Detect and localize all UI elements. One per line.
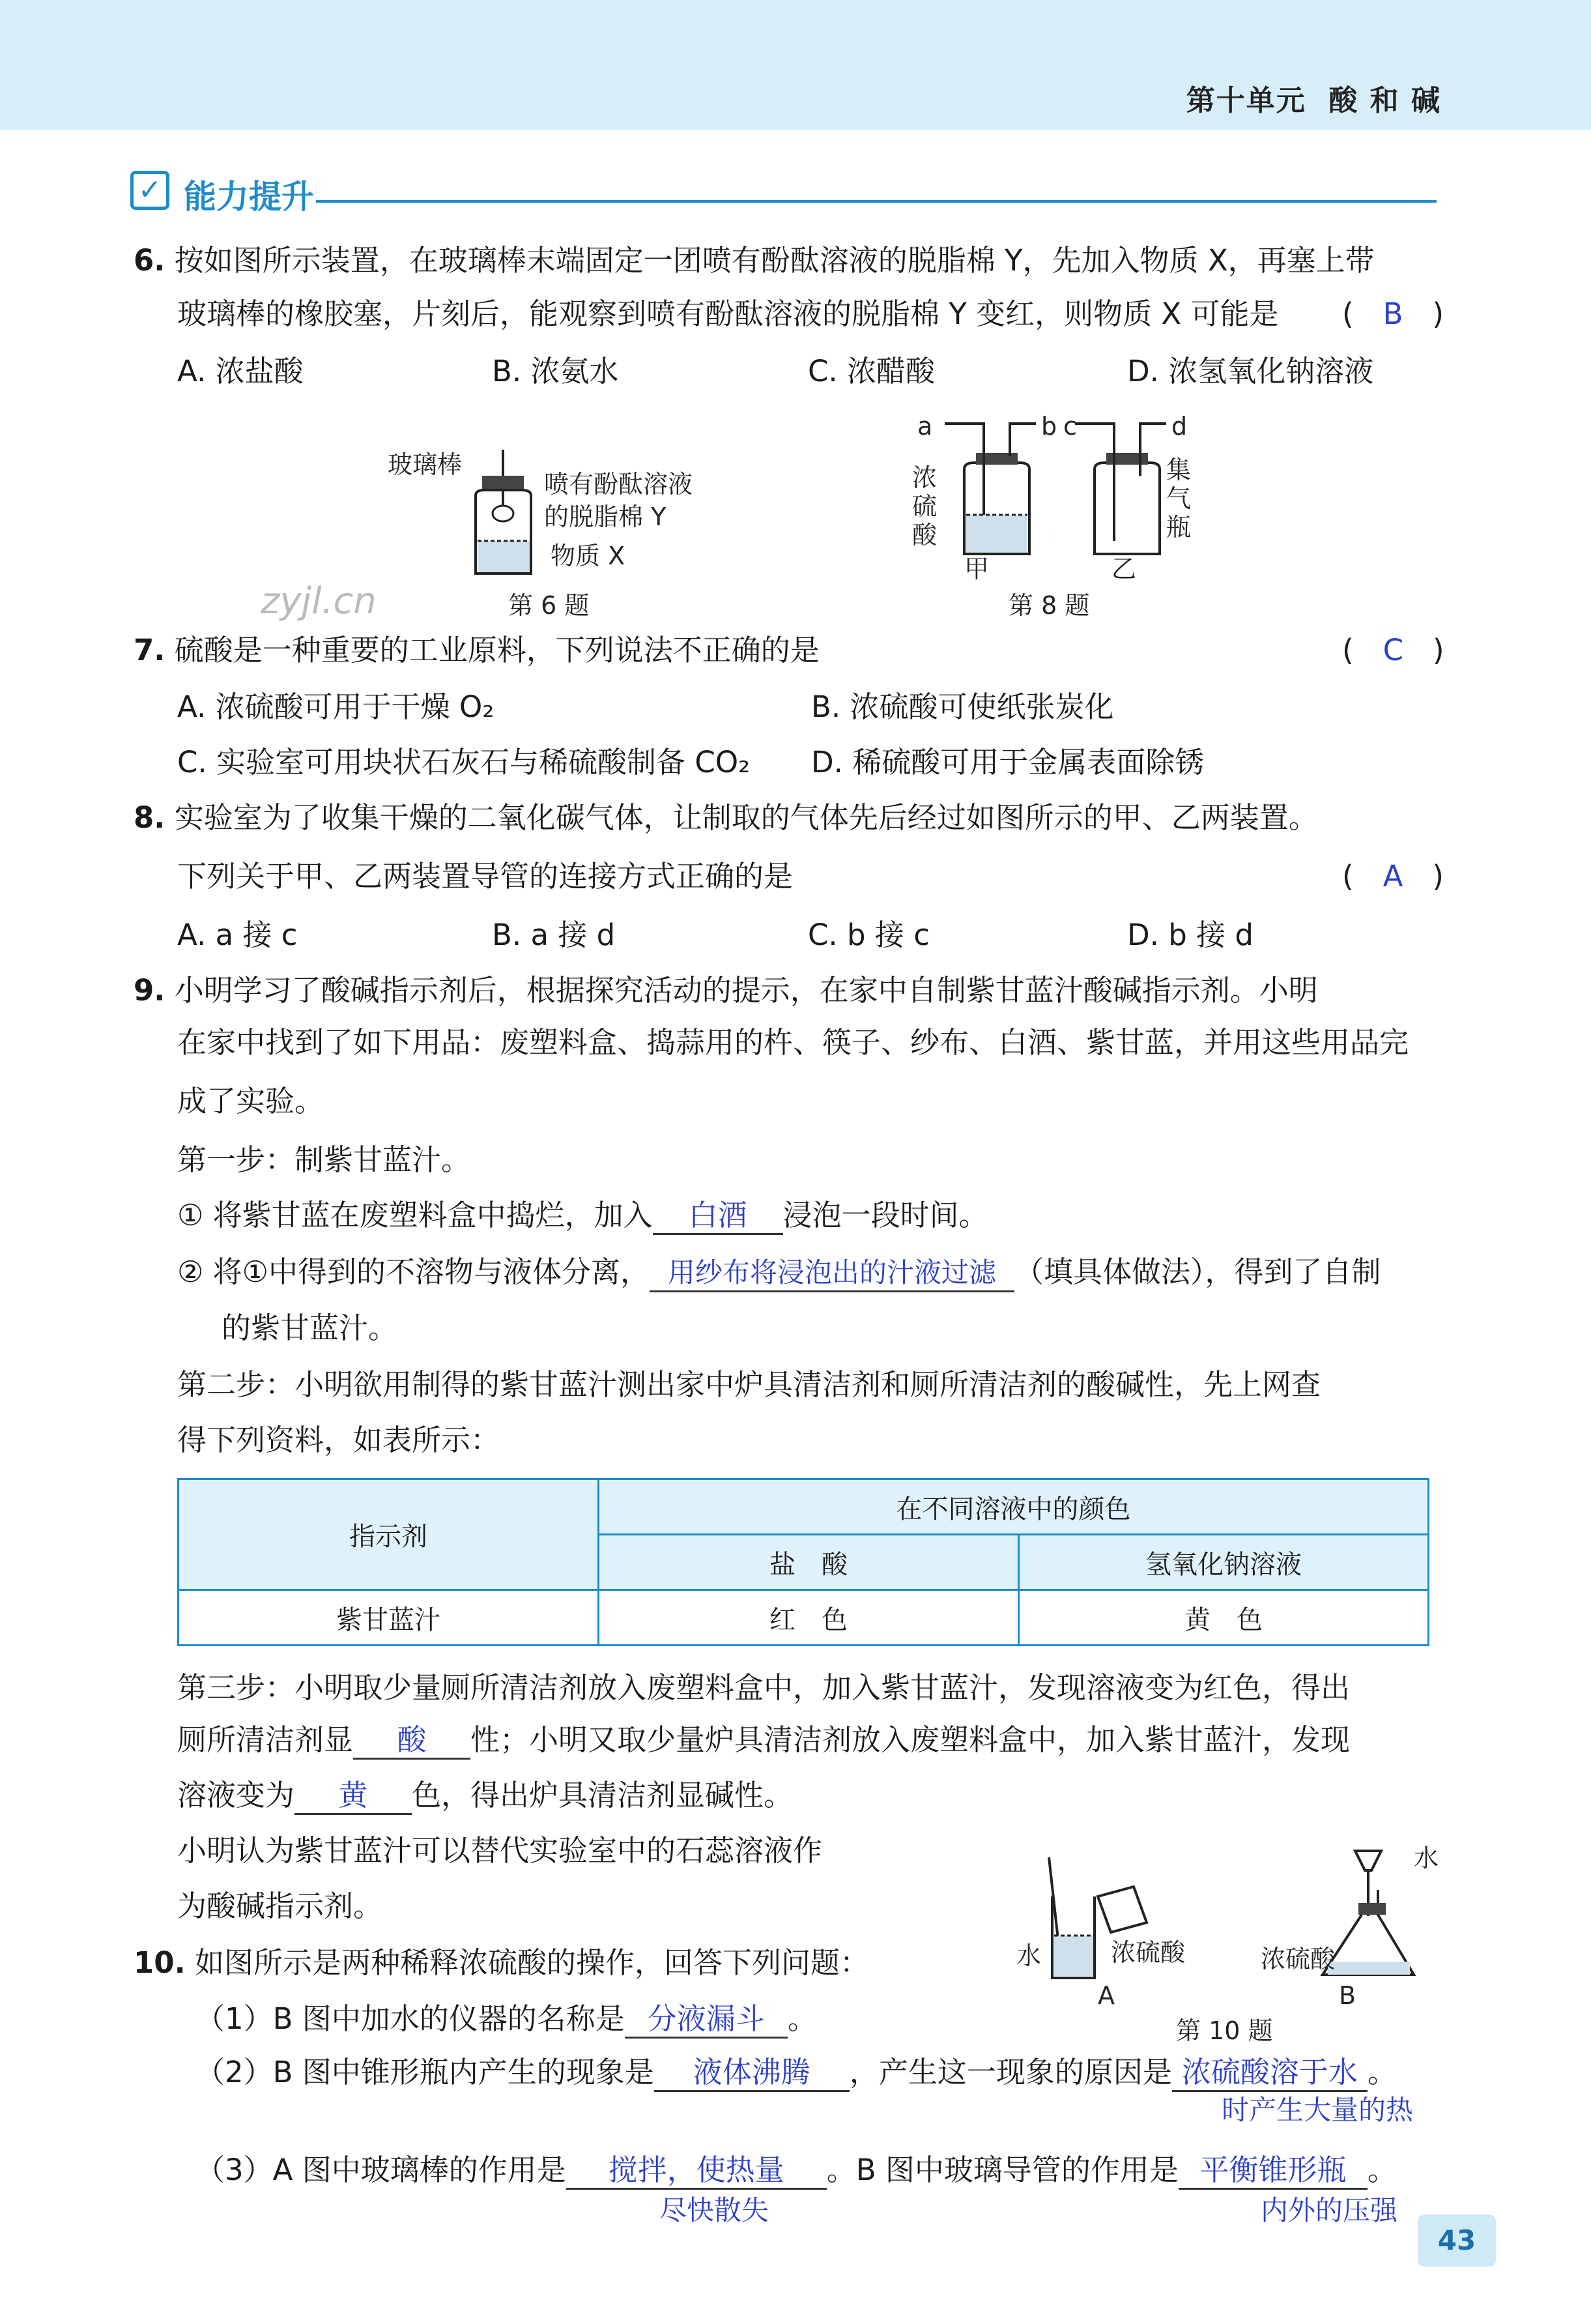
page-number: 43 (1418, 2215, 1496, 2267)
fig10-label-A: A (1098, 1981, 1115, 2010)
q10-blank-stir: 搅拌，使热量 (566, 2153, 827, 2190)
table-cell-name: 紫甘蓝汁 (179, 1590, 599, 1646)
q9-step2-line2: 得下列资料，如表所示： (177, 1423, 500, 1457)
q8-option-d: D. b 接 d (1127, 918, 1254, 952)
table-header-acid: 盐 酸 (599, 1535, 1019, 1590)
q7-option-a: A. 浓硫酸可用于干燥 O₂ (177, 690, 494, 724)
fig8-label-d: d (1171, 412, 1188, 441)
fig10-water-label-b: 水 (1414, 1844, 1439, 1872)
section-divider (316, 200, 1437, 203)
q7-answer: ( C ) (1342, 633, 1444, 667)
q9-step3-line1: 第三步：小明取少量厕所清洁剂放入废塑料盒中，加入紫甘蓝汁，发现溶液变为红色，得出 (177, 1670, 1351, 1705)
q8-answer: ( A ) (1342, 859, 1444, 893)
fig6-rod-label: 玻璃棒 (388, 450, 463, 479)
table-header-colors: 在不同溶液中的颜色 (599, 1479, 1429, 1535)
fig10-caption: 第 10 题 (1176, 2016, 1273, 2045)
q9-step2-line1: 第二步：小明欲用制得的紫甘蓝汁测出家中炉具清洁剂和厕所清洁剂的酸碱性，先上网查 (177, 1367, 1321, 1402)
fig8-label-b: b (1041, 412, 1057, 441)
q9-line2: 在家中找到了如下用品：废塑料盒、捣蒜用的杵、筷子、纱布、白酒、紫甘蓝，并用这些用品完 (177, 1025, 1409, 1060)
q10-part2-reason-cont: 时产生大量的热 (1222, 2094, 1414, 2126)
q10-blank-tube: 平衡锥形瓶 (1179, 2153, 1368, 2190)
fig8-label-yi: 乙 (1111, 555, 1137, 583)
q10-blank-reason: 浓硫酸溶于水 (1172, 2055, 1368, 2092)
fig10-acid-label-a: 浓硫酸 (1111, 1938, 1186, 1967)
q7-option-c: C. 实验室可用块状石灰石与稀硫酸制备 CO₂ (177, 745, 751, 779)
fig8-label-jia: 甲 (964, 555, 990, 583)
q7-stem: 7. 硫酸是一种重要的工业原料，下列说法不正确的是 (134, 633, 820, 667)
q9-step1: 第一步：制紫甘蓝汁。 (177, 1142, 471, 1177)
q9-step1-a: ① 将紫甘蓝在废塑料盒中捣烂，加入 白酒 浸泡一段时间。 (177, 1196, 988, 1235)
table-header-indicator: 指示剂 (179, 1479, 599, 1590)
table-header-base: 氢氧化钠溶液 (1019, 1535, 1429, 1590)
table-cell-base-color: 黄 色 (1019, 1590, 1429, 1646)
fig10-label-B: B (1339, 1981, 1356, 2010)
q9-conclusion2: 为酸碱指示剂。 (177, 1889, 383, 1923)
q6-line2: 玻璃棒的橡胶塞，片刻后，能观察到喷有酚酞溶液的脱脂棉 Y 变红，则物质 X 可能是 (177, 297, 1279, 331)
fig8-acid-char2: 硫 (912, 492, 938, 521)
fig6-substance-label: 物质 X (551, 542, 625, 570)
q8-line2: 下列关于甲、乙两装置导管的连接方式正确的是 (177, 859, 794, 893)
table-cell-acid-color: 红 色 (599, 1590, 1019, 1646)
q8-line1: 8. 实验室为了收集干燥的二氧化碳气体，让制取的气体先后经过如图所示的甲、乙两装置。 (134, 800, 1318, 835)
q7-option-b: B. 浓硫酸可使纸张炭化 (811, 690, 1114, 724)
q9-step3-line3: 溶液变为 黄 色，得出炉具清洁剂显碱性。 (177, 1776, 793, 1815)
fig8-jar-char1: 集 (1166, 456, 1192, 484)
q9-blank-acidic: 酸 (353, 1722, 470, 1760)
fig8-label-a: a (917, 412, 933, 441)
q10-stem: 10. 如图所示是两种稀释浓硫酸的操作，回答下列问题： (134, 1945, 870, 1980)
q9-blank-liquor: 白酒 (653, 1198, 783, 1235)
q8-option-a: A. a 接 c (177, 918, 298, 952)
q10-part2: （2）B 图中锥形瓶内产生的现象是 液体沸腾 ，产生这一现象的原因是 浓硫酸溶于水 。 (195, 2053, 1397, 2092)
q6-answer: ( B ) (1342, 297, 1444, 331)
fig8-jar-char2: 气 (1166, 484, 1192, 513)
q9-step1-b: ② 将①中得到的不溶物与液体分离， 用纱布将浸泡出的汁液过滤 （填具体做法），得到了自制 (177, 1253, 1381, 1292)
checkmark-icon: ✓ (130, 171, 169, 210)
fig6-cotton-label2: 的脱脂棉 Y (544, 502, 666, 531)
q6-option-d: D. 浓氢氧化钠溶液 (1127, 354, 1374, 388)
q10-blank-boiling: 液体沸腾 (654, 2055, 850, 2092)
q10-part3-stir-cont: 尽快散失 (659, 2194, 769, 2226)
q9-line3: 成了实验。 (177, 1084, 324, 1118)
fig10-water-label-a: 水 (1016, 1941, 1042, 1970)
q6-option-b: B. 浓氨水 (492, 354, 619, 388)
unit-title: 第十单元 酸 和 碱 (1186, 84, 1441, 117)
fig6-caption: 第 6 题 (508, 591, 590, 620)
q9-blank-filter: 用纱布将浸泡出的汁液过滤 (650, 1255, 1014, 1292)
q9-line1: 9. 小明学习了酸碱指示剂后，根据探究活动的提示，在家中自制紫甘蓝汁酸碱指示剂。小明 (134, 973, 1318, 1008)
fig6-cotton-label1: 喷有酚酞溶液 (544, 470, 693, 499)
indicator-table (177, 1478, 1429, 1646)
section-title: 能力提升 (184, 178, 314, 216)
q8-option-b: B. a 接 d (492, 918, 616, 952)
fig8-label-c: c (1063, 412, 1077, 441)
q6-option-c: C. 浓醋酸 (808, 354, 936, 388)
q10-part1: （1）B 图中加水的仪器的名称是 分液漏斗 。 (195, 1999, 817, 2039)
fig10-acid-label-b: 浓硫酸 (1261, 1945, 1336, 1973)
section-heading (130, 171, 1440, 216)
q9-blank-yellow: 黄 (294, 1778, 412, 1815)
watermark: zyjl.cn (261, 580, 377, 622)
q8-option-c: C. b 接 c (808, 918, 930, 952)
q10-part3-tube-cont: 内外的压强 (1261, 2194, 1398, 2226)
fig8-acid-char3: 酸 (912, 521, 938, 549)
q9-conclusion1: 小明认为紫甘蓝汁可以替代实验室中的石蕊溶液作 (177, 1833, 823, 1868)
q7-option-d: D. 稀硫酸可用于金属表面除锈 (811, 745, 1205, 779)
q6-line1: 6. 按如图所示装置，在玻璃棒末端固定一团喷有酚酞溶液的脱脂棉 Y，先加入物质 X，再塞上带 (134, 243, 1375, 278)
q9-step3-line2: 厕所清洁剂显 酸 性；小明又取少量炉具清洁剂放入废塑料盒中，加入紫甘蓝汁，发现 (177, 1721, 1350, 1760)
fig8-caption: 第 8 题 (1009, 591, 1090, 620)
fig8-jar-char3: 瓶 (1166, 513, 1192, 542)
q9-step1-b-line2: 的紫甘蓝汁。 (222, 1311, 398, 1345)
fig10-apparatus (1016, 1825, 1446, 1988)
q6-option-a: A. 浓盐酸 (177, 354, 304, 388)
fig8-acid-char1: 浓 (912, 463, 938, 492)
q10-part3: （3）A 图中玻璃棒的作用是 搅拌，使热量 。B 图中玻璃导管的作用是 平衡锥形瓶 。 (195, 2151, 1397, 2190)
q10-blank-funnel: 分液漏斗 (625, 2001, 788, 2039)
